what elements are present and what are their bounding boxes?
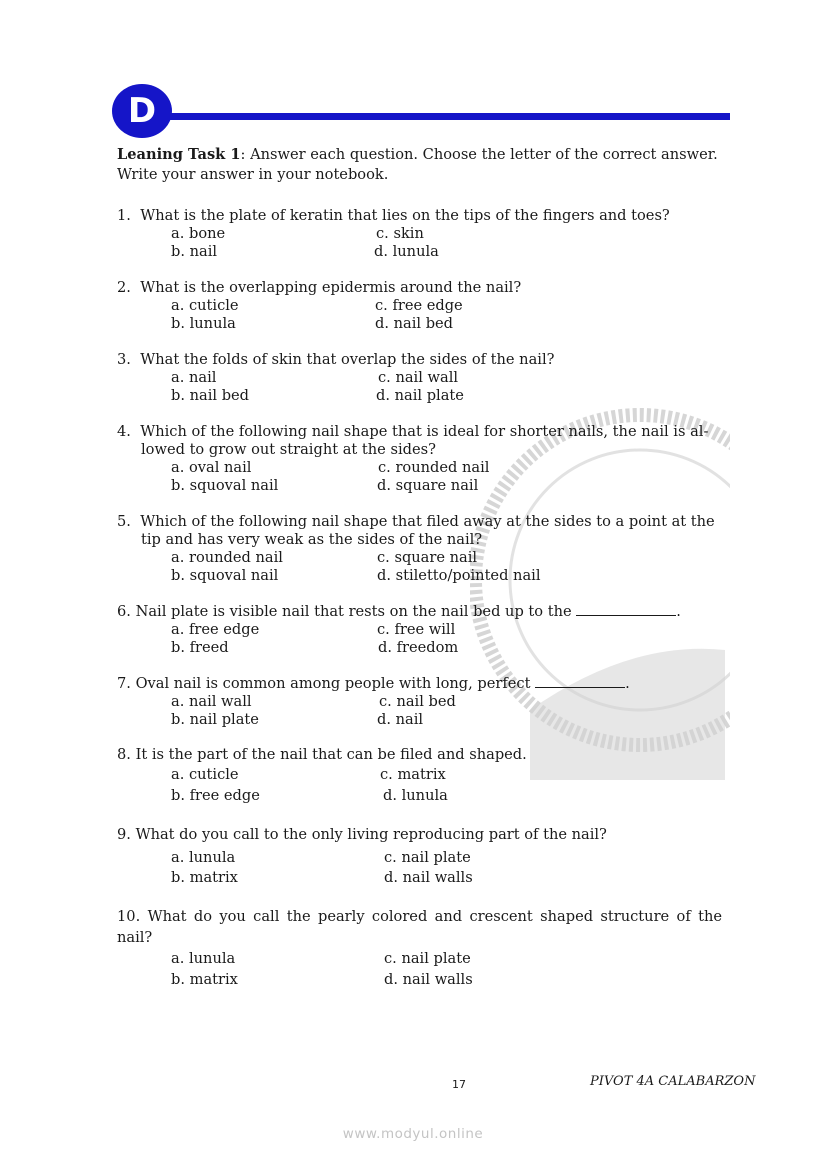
question-4 xyxy=(117,423,722,495)
question-stem: 7. Oval nail is common among people with long, perfect . xyxy=(117,675,630,692)
question-10 xyxy=(117,906,722,990)
option-b: b. lunula xyxy=(171,315,236,332)
answer-options xyxy=(171,764,722,806)
option-b: b. free edge xyxy=(171,787,260,804)
option-d: d. nail bed xyxy=(375,315,454,332)
answer-options xyxy=(171,847,722,889)
option-a: a. rounded nail xyxy=(171,549,283,566)
option-b: b. squoval nail xyxy=(171,567,279,584)
option-d: d. lunula xyxy=(383,787,448,804)
option-b: b. freed xyxy=(171,639,229,656)
option-d: d. nail walls xyxy=(384,971,473,988)
option-c: c. nail plate xyxy=(384,849,471,866)
question-3 xyxy=(117,351,722,405)
question-stem: 6. Nail plate is visible nail that rests on the nail bed up to the . xyxy=(117,603,681,620)
task-label: Leaning Task 1 xyxy=(117,146,241,163)
option-a: a. oval nail xyxy=(171,459,252,476)
answer-blank xyxy=(535,675,625,688)
answer-blank xyxy=(576,603,676,616)
answer-options xyxy=(171,621,722,657)
option-a: a. nail wall xyxy=(171,693,252,710)
option-c: c. rounded nail xyxy=(378,459,490,476)
question-7 xyxy=(117,675,722,729)
instruction-text: : Answer each question. Choose the letter of the correct answer. Write your answer in your notebook. xyxy=(117,146,718,183)
question-9 xyxy=(117,826,722,889)
question-6 xyxy=(117,603,722,657)
option-c: c. free edge xyxy=(375,297,463,314)
option-d: d. freedom xyxy=(378,639,459,656)
option-d: d. lunula xyxy=(374,243,439,260)
question-stem: 5. Which of the following nail shape that filed away at the sides to a point at the tip and has very weak as the sides of the nail? xyxy=(117,513,715,548)
option-a: a. free edge xyxy=(171,621,260,638)
option-a: a. lunula xyxy=(171,950,236,967)
option-d: d. stiletto/pointed nail xyxy=(377,567,541,584)
question-stem: 1. What is the plate of keratin that lies on the tips of the fingers and toes? xyxy=(117,207,670,224)
option-b: b. nail xyxy=(171,243,218,260)
option-a: a. nail xyxy=(171,369,217,386)
option-d: d. square nail xyxy=(377,477,479,494)
option-b: b. squoval nail xyxy=(171,477,279,494)
answer-options xyxy=(171,948,722,990)
question-stem: 3. What the folds of skin that overlap the sides of the nail? xyxy=(117,351,555,368)
question-1 xyxy=(117,207,722,261)
question-8 xyxy=(117,746,722,806)
option-d: d. nail plate xyxy=(376,387,464,404)
question-stem: 9. What do you call to the only living reproducing part of the nail? xyxy=(117,826,607,843)
option-b: b. nail plate xyxy=(171,711,259,728)
option-b: b. nail bed xyxy=(171,387,250,404)
answer-options xyxy=(171,459,722,495)
option-c: c. skin xyxy=(376,225,424,242)
footer-source: PIVOT 4A CALABARZON xyxy=(590,1074,756,1089)
option-c: c. square nail xyxy=(377,549,478,566)
option-b: b. matrix xyxy=(171,869,238,886)
option-d: d. nail xyxy=(377,711,424,728)
page-number: 17 xyxy=(452,1078,466,1091)
option-d: d. nail walls xyxy=(384,869,473,886)
section-badge: D xyxy=(112,84,172,138)
question-5 xyxy=(117,513,722,585)
option-a: a. bone xyxy=(171,225,226,242)
answer-options xyxy=(171,549,722,585)
answer-options xyxy=(171,693,722,729)
option-a: a. cuticle xyxy=(171,766,239,783)
question-stem: 10. What do you call the pearly colored and crescent shaped structure of the nail? xyxy=(117,908,722,946)
option-c: c. free will xyxy=(377,621,456,638)
task-instructions xyxy=(117,145,722,185)
answer-options xyxy=(171,297,722,333)
section-rule xyxy=(170,113,730,120)
option-a: a. cuticle xyxy=(171,297,239,314)
option-c: c. nail wall xyxy=(378,369,459,386)
question-stem: 2. What is the overlapping epidermis around the nail? xyxy=(117,279,522,296)
option-a: a. lunula xyxy=(171,849,236,866)
question-stem: 4. Which of the following nail shape that is ideal for shorter nails, the nail is al-lowed to grow out straight at the sides? xyxy=(117,423,709,458)
option-c: c. matrix xyxy=(380,766,446,783)
option-c: c. nail plate xyxy=(384,950,471,967)
answer-options xyxy=(171,369,722,405)
question-stem: 8. It is the part of the nail that can be filed and shaped. xyxy=(117,746,527,763)
answer-options xyxy=(171,225,722,261)
question-2 xyxy=(117,279,722,333)
option-b: b. matrix xyxy=(171,971,238,988)
source-url: www.modyul.online xyxy=(342,1126,484,1142)
option-c: c. nail bed xyxy=(379,693,456,710)
